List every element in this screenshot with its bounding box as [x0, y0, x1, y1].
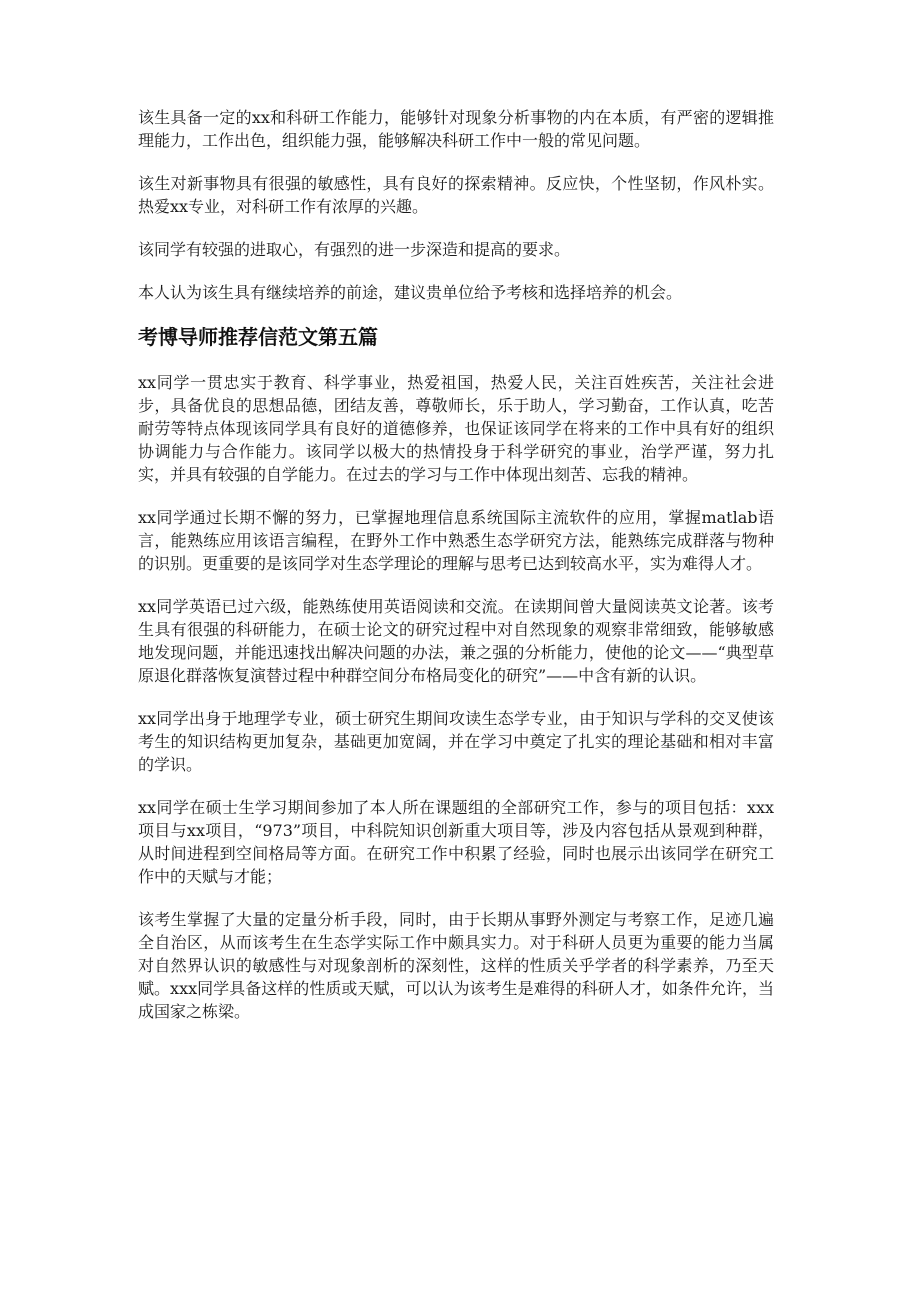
document-body: [138, 106, 774, 1043]
intro-paragraph-1: 该生具备一定的xx和科研工作能力，能够针对现象分析事物的内在本质，有严密的逻辑推理能力，工作出色，组织能力强，能够解决科研工作中一般的常见问题。: [138, 108, 774, 150]
section-paragraph-2: xx同学通过长期不懈的努力，已掌握地理信息系统国际主流软件的应用，掌握matlab语言，能熟练应用该语言编程，在野外工作中熟悉生态学研究方法，能熟练完成群落与物种的识别。更重要的是该同学对生态学理论的理解与思考已达到较高水平，实为难得人才。: [138, 508, 774, 573]
section-heading: 考博导师推荐信范文第五篇: [138, 325, 378, 349]
section-paragraph-3: xx同学英语已过六级，能熟练使用英语阅读和交流。在读期间曾大量阅读英文论著。该考生具有很强的科研能力，在硕士论文的研究过程中对自然现象的观察非常细致，能够敏感地发现问题，并能迅速找出解决问题的办法，兼之强的分析能力，使他的论文——“典型草原退化群落恢复演替过程中种群空间分布格局变化的研究”——中含有新的认识。: [138, 597, 774, 685]
intro-paragraph-3: 该同学有较强的进取心，有强烈的进一步深造和提高的要求。: [138, 240, 571, 259]
section-paragraph-1: xx同学一贯忠实于教育、科学事业，热爱祖国，热爱人民，关注百姓疾苦，关注社会进步，具备优良的思想品德，团结友善，尊敬师长，乐于助人，学习勤奋，工作认真，吃苦耐劳等特点体现该同学具有良好的道德修养，也保证该同学在将来的工作中具有好的组织协调能力与合作能力。该同学以极大的热情投身于科学研究的事业，治学严谨，努力扎实，并具有较强的自学能力。在过去的学习与工作中体现出刻苦、忘我的精神。: [138, 373, 774, 484]
section-paragraph-6: 该考生掌握了大量的定量分析手段，同时，由于长期从事野外测定与考察工作，足迹几遍全自治区，从而该考生在生态学实际工作中颇具实力。对于科研人员更为重要的能力当属对自然界认识的敏感性与对现象剖析的深刻性，这样的性质关乎学者的科学素养，乃至天赋。xxx同学具备这样的性质或天赋，可以认为该考生是难得的科研人才，如条件允许，当成国家之栋梁。: [138, 910, 774, 1021]
section-paragraph-5: xx同学在硕士生学习期间参加了本人所在课题组的全部研究工作，参与的项目包括：xxx项目与xx项目，“973”项目，中科院知识创新重大项目等，涉及内容包括从景观到种群，从时间进程到空间格局等方面。在研究工作中积累了经验，同时也展示出该同学在研究工作中的天赋与才能；: [138, 798, 774, 886]
intro-paragraph-2: 该生对新事物具有很强的敏感性，具有良好的探索精神。反应快，个性坚韧，作风朴实。热爱xx专业，对科研工作有浓厚的兴趣。: [138, 174, 774, 216]
intro-paragraph-4: 本人认为该生具有继续培养的前途，建议贵单位给予考核和选择培养的机会。: [138, 283, 683, 302]
section-paragraph-4: xx同学出身于地理学专业，硕士研究生期间攻读生态学专业，由于知识与学科的交叉使该考生的知识结构更加复杂，基础更加宽阔，并在学习中奠定了扎实的理论基础和相对丰富的学识。: [138, 709, 774, 774]
